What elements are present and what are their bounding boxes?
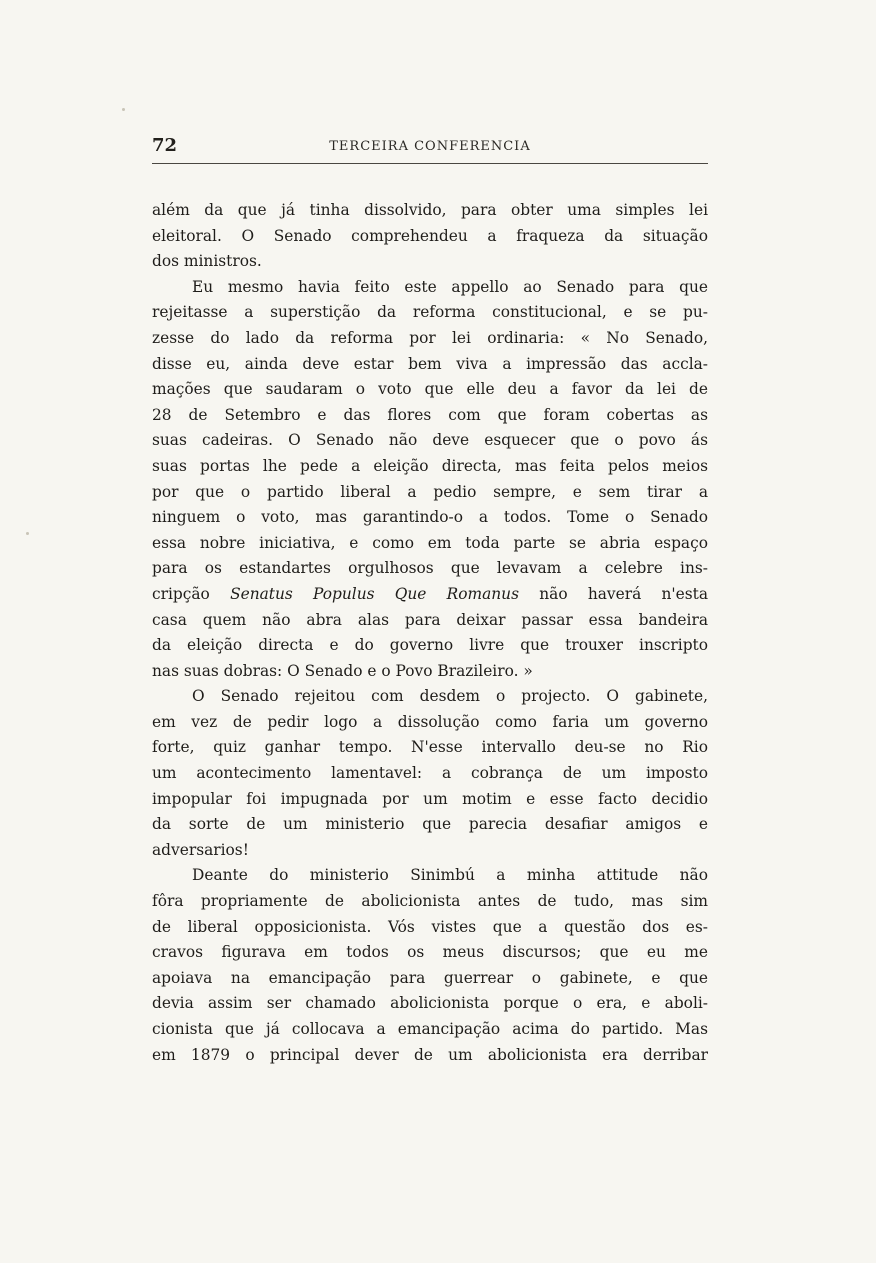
text-line: da eleição directa e do governo livre que trouxer inscripto xyxy=(152,636,708,655)
text-line: para os estandartes orgulhosos que levavam a celebre ins- xyxy=(152,559,708,578)
text-line: em 1879 o principal dever de um abolicionista era derribar xyxy=(152,1045,708,1064)
text-line: de liberal opposicionista. Vós vistes que a questão dos es- xyxy=(152,917,708,936)
body-text xyxy=(152,198,708,1068)
text-line: devia assim ser chamado abolicionista porque o era, e aboli- xyxy=(152,994,708,1013)
text-line: por que o partido liberal a pedio sempre, e sem tirar a xyxy=(152,482,708,501)
text-line: casa quem não abra alas para deixar passar essa bandeira xyxy=(152,610,708,629)
text-line: zesse do lado da reforma por lei ordinaria: « No Senado, xyxy=(152,328,708,347)
text-line: impopular foi impugnada por um motim e esse facto decidio xyxy=(152,789,708,808)
text-fragment: não haverá n'esta xyxy=(519,584,708,603)
text-line: em vez de pedir logo a dissolução como faria um governo xyxy=(152,712,708,731)
header-rule xyxy=(152,163,708,164)
text-line: cionista que já collocava a emancipação acima do partido. Mas xyxy=(152,1020,708,1038)
paper-speck xyxy=(122,108,125,111)
text-line: mações que saudaram o voto que elle deu a favor da lei de xyxy=(152,380,708,399)
text-line: O Senado rejeitou com desdem o projecto. O gabinete, xyxy=(192,687,708,706)
page-number: 72 xyxy=(152,135,178,156)
text-line: dos ministros. xyxy=(152,252,262,271)
text-line: forte, quiz ganhar tempo. N'esse intervallo deu-se no Rio xyxy=(152,738,708,757)
text-line: nas suas dobras: O Senado e o Povo Brazileiro. » xyxy=(152,661,533,680)
text-line: suas cadeiras. O Senado não deve esquecer que o povo ás xyxy=(152,431,708,450)
latin-phrase: Senatus Populus Que Romanus xyxy=(230,584,519,603)
text-line: rejeitasse a superstição da reforma constitucional, e se pu- xyxy=(152,303,708,322)
page-header xyxy=(152,135,708,163)
running-title: TERCEIRA CONFERENCIA xyxy=(329,139,531,154)
text-fragment: cripção xyxy=(152,584,231,603)
text-line: Eu mesmo havia feito este appello ao Senado para que xyxy=(192,277,708,296)
text-line: cravos figurava em todos os meus discursos; que eu me xyxy=(152,943,708,962)
text-line: além da que já tinha dissolvido, para obter uma simples lei xyxy=(152,201,708,219)
text-line: 28 de Setembro e das flores com que foram cobertas as xyxy=(152,405,708,424)
text-line-with-italic xyxy=(152,582,708,608)
text-line: ninguem o voto, mas garantindo-o a todos. Tome o Senado xyxy=(152,508,708,527)
text-line: suas portas lhe pede a eleição directa, mas feita pelos meios xyxy=(152,456,708,475)
text-line: Deante do ministerio Sinimbú a minha attitude não xyxy=(192,866,708,885)
text-line: um acontecimento lamentavel: a cobrança de um imposto xyxy=(152,764,708,783)
text-line: apoiava na emancipação para guerrear o gabinete, e que xyxy=(152,968,708,987)
paper-speck xyxy=(26,532,29,535)
text-line: adversarios! xyxy=(152,840,249,859)
text-line: fôra propriamente de abolicionista antes de tudo, mas sim xyxy=(152,892,708,911)
text-line: essa nobre iniciativa, e como em toda parte se abria espaço xyxy=(152,533,708,552)
text-line: disse eu, ainda deve estar bem viva a impressão das accla- xyxy=(152,354,708,373)
text-line: eleitoral. O Senado comprehendeu a fraqueza da situação xyxy=(152,226,708,245)
text-line: da sorte de um ministerio que parecia desafiar amigos e xyxy=(152,815,708,834)
